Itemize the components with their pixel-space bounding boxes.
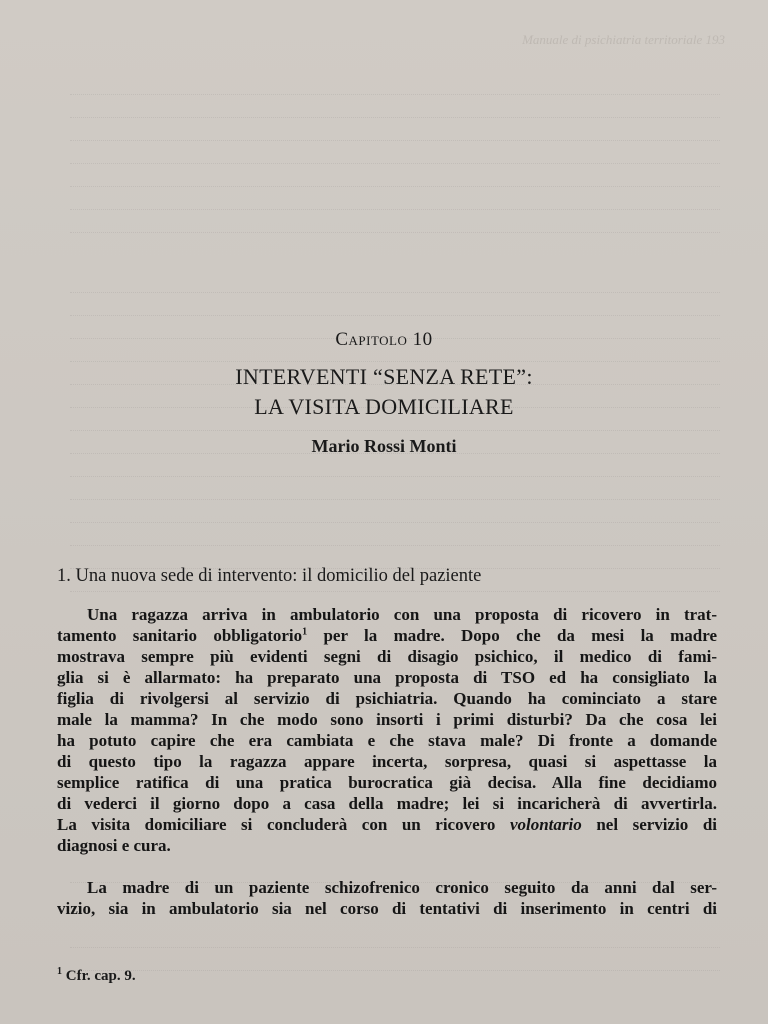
- bleed-running-head: Manuale di psichiatria territoriale 193: [522, 32, 725, 47]
- paragraph-line: semplice ratifica di una pratica burocratica già decisa. Alla fine decidiamo: [57, 773, 717, 792]
- paragraph-line: La visita domiciliare si concluderà con un ricovero volontario nel servizio di: [57, 815, 718, 834]
- chapter-title: [0, 362, 768, 422]
- footnote: [57, 968, 136, 985]
- chapter-title-line2: LA VISITA DOMICILIARE: [254, 394, 514, 419]
- paragraph-line: di questo tipo la ragazza appare incerta, sorpresa, quasi si aspettasse la: [57, 752, 717, 771]
- emphasis-text: volontario: [509, 815, 582, 834]
- paragraph-line: male la mamma? In che modo sono insorti i primi disturbi? Da che cosa lei: [57, 710, 717, 729]
- paragraph-line: di vederci il giorno dopo a casa della madre; lei si incaricherà di avvertirla.: [57, 794, 717, 813]
- paragraph-line: Una ragazza arriva in ambulatorio con una proposta di ricovero in trat-: [87, 605, 717, 624]
- paragraph-line: glia si è allarmato: ha preparato una proposta di TSO ed ha consigliato la: [57, 668, 717, 687]
- paragraph-2: [57, 877, 717, 919]
- paragraph-line: vizio, sia in ambulatorio sia nel corso di tentativi di inserimento in centri di: [57, 899, 717, 918]
- chapter-title-line1: INTERVENTI “SENZA RETE”:: [235, 364, 533, 389]
- paragraph-line: figlia di rivolgersi al servizio di psichiatria. Quando ha cominciato a stare: [57, 689, 717, 708]
- paragraph-line: tamento sanitario obbligatorio$^1$ per la madre. Dopo che da mesi la madre: [57, 626, 718, 645]
- paragraph-line: diagnosi e cura.: [57, 836, 171, 855]
- chapter-author: Mario Rossi Monti: [311, 436, 457, 456]
- footnote-text: Cfr. cap. 9.: [65, 968, 136, 984]
- paragraph-line: La madre di un paziente schizofrenico cronico seguito da anni dal ser-: [87, 878, 717, 897]
- paragraph-1: [57, 604, 717, 856]
- footnote-number: 1: [57, 966, 62, 977]
- section-heading: 1. Una nuova sede di intervento: il domicilio del paziente: [57, 566, 482, 586]
- paragraph-line: mostrava sempre più evidenti segni di disagio psichico, il medico di fami-: [57, 647, 717, 666]
- chapter-label: Capitolo 10: [335, 329, 433, 350]
- paragraph-line: ha potuto capire che era cambiata e che stava male? Di fronte a domande: [57, 731, 717, 750]
- footnote-marker: 1: [302, 626, 308, 638]
